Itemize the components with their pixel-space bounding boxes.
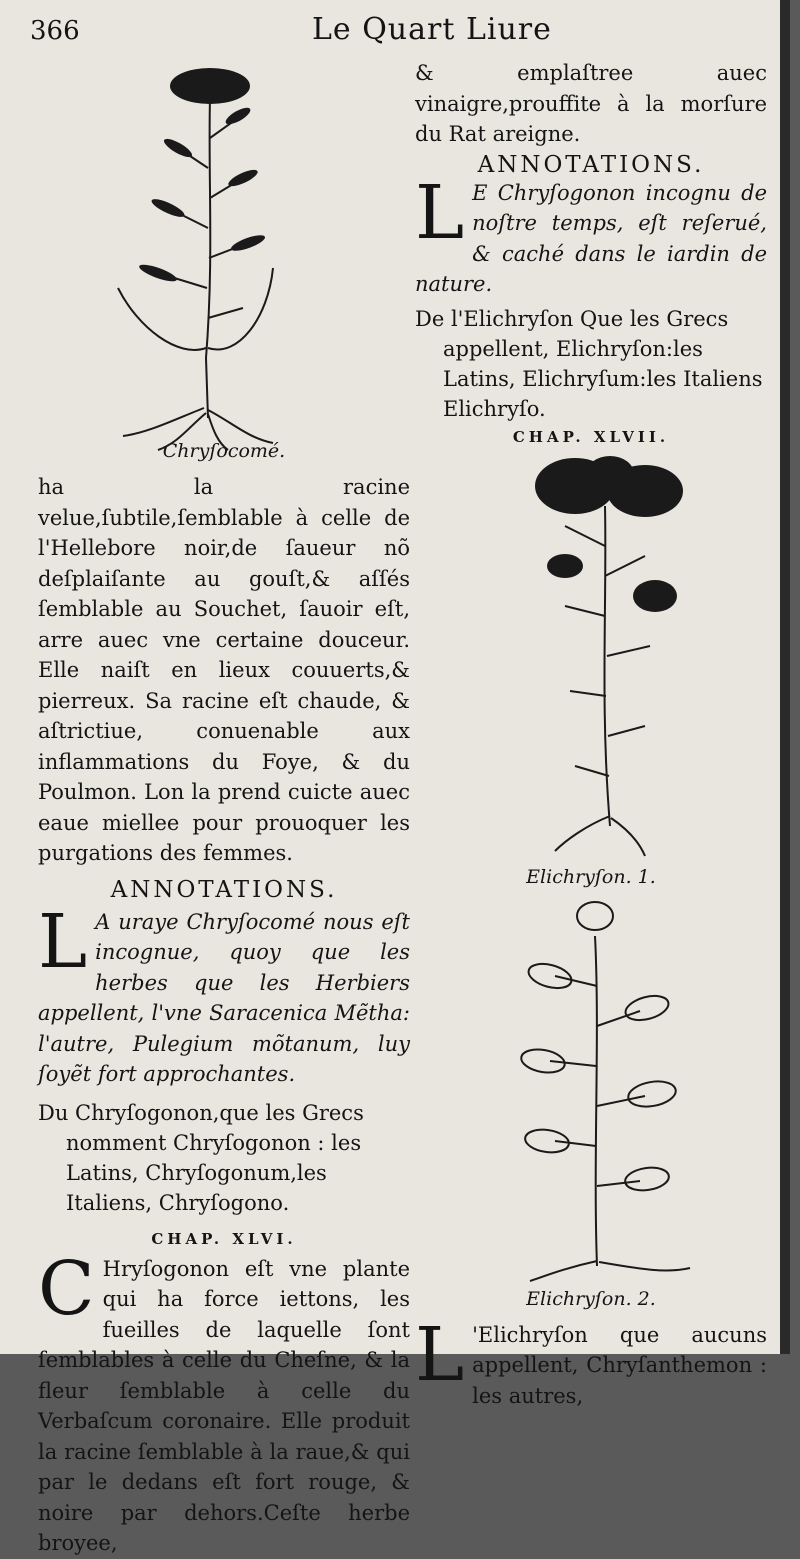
drop-cap: L [415,169,465,256]
annotations-heading: ANNOTATIONS. [477,151,705,178]
page-number: 366 [30,16,80,46]
chapter-text: Hryſogonon eſt vne plante qui ha force iettons, les fueilles de laquelle ſont ſemblables à celle du Cheſne, & la fleur ſemblable à celle du Verbaſcum coronaire. Elle produit la racine ſemblable à la raue,& qui par le dedans eſt fort rouge, & noire par dehors.Ceſte herbe broyee, [38,1256,410,1555]
elichryson-illustration-1 [415,446,767,866]
binding-edge [780,0,790,1354]
chapter-label: CHAP. XLVII. [512,427,670,446]
left-column [38,58,410,1559]
continuation-text: & emplaſtree auec vinaigre,prouffite à la morſure du Rat areigne. [415,61,767,146]
page-header [0,12,790,52]
drop-cap: C [38,1245,95,1332]
bottom-paragraph [415,1311,767,1412]
bottom-text: 'Elichryſon que aucuns appellent, Chryſanthemon : les autres, [472,1322,767,1408]
annotation-block [38,898,410,1090]
drop-cap: L [415,1311,465,1398]
annotation-text: E Chryſogonon incognu de noſtre temps, eſt reſerué, & caché dans le iardin de nature. [415,180,767,296]
section-heading: De l'Elichryſon Que les Grecs appellent, Elichryſon:les Latins, Elichryſum:les Italiens Elichryſo. [415,306,763,421]
annotation-text: A uraye Chryſocomé nous eſt incognue, quoy que les herbes que les Herbiers appellent, l'vne Saracenica Mẽtha: l'autre, Pulegium mõtanum, luy ſoyẽt fort approchantes. [38,909,410,1086]
chrysocome-illustration [38,58,410,454]
right-column [415,58,767,1411]
description-paragraph: ha la racine velue,ſubtile,ſemblable à celle de l'Hellebore noir,de ſaueur nõ deſplaiſante au gouſt,& aſſés ſemblable au Souchet, ſauoir eſt, arre auec vne certaine douceur. Elle naiſt en lieux couuerts,& pierreux. Sa racine eſt chaude, & aſtrictiue, conuenable aux inflammations du Foye, & du Poulmon. Lon la prend cuicte auec eaue miellee pour prouoquer les purgations des femmes. [38,475,410,865]
annotation-block [415,169,767,300]
drop-cap: L [38,898,88,985]
figure-caption: Elichryſon. 1. [526,865,656,888]
running-title: Le Quart Liure [312,12,552,47]
figure-caption: Chryſocomé. [162,440,286,462]
figure-caption: Elichryſon. 2. [526,1287,656,1310]
chapter-block [38,1245,410,1559]
chapter-label: CHAP. XLVI. [151,1229,297,1248]
annotations-heading: ANNOTATIONS. [110,876,338,903]
section-heading: Du Chryſogonon,que les Grecs nomment Chryſogonon : les Latins, Chryſogonum,les Italiens, Chryſogono. [38,1100,364,1215]
elichryson-illustration-2 [415,896,767,1296]
